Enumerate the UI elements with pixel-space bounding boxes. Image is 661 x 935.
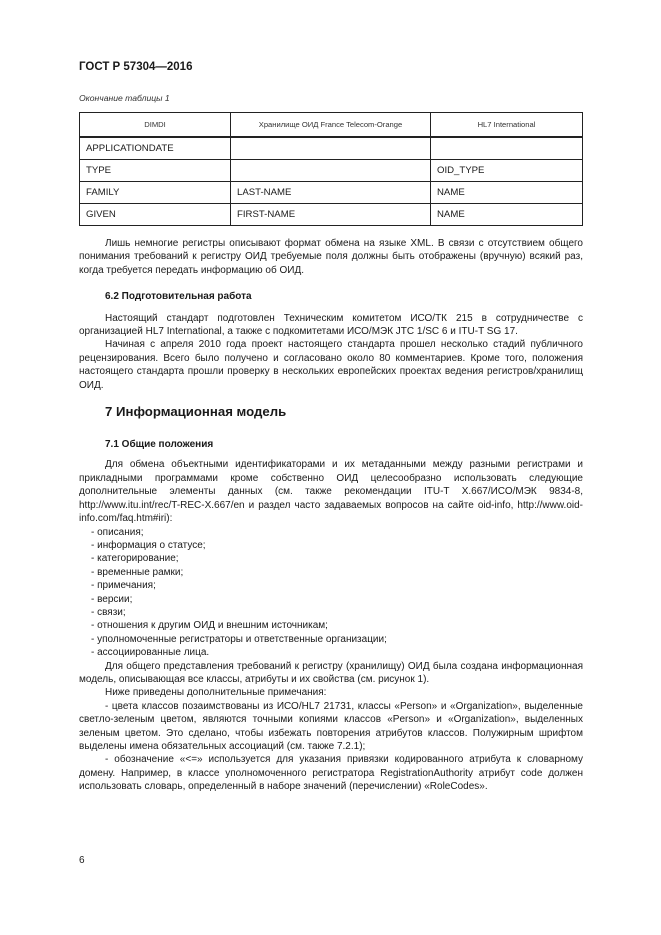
table-cell: NAME	[431, 204, 583, 226]
paragraph: - обозначение «<=» используется для указания привязки кодированного атрибута к словарному домену. Например, в классе уполномоченного регистратора RegistrationAuthority атрибут code должен использовать словарь, определенный в наборе значений (перечислении) «RoleCodes».	[79, 754, 583, 793]
paragraph: Лишь немногие регистры описывают формат обмена на языке XML. В связи с отсутствием общего понимания требований к регистру ОИД требуемые поля должны быть отображены (вручную) всякий раз, когда требуется передать информацию об ОИД.	[79, 238, 583, 276]
list-item: - уполномоченные регистраторы и ответственные организации;	[91, 633, 387, 645]
table-cell	[231, 160, 431, 182]
table-cell: FIRST-NAME	[231, 204, 431, 226]
table-cell: OID_TYPE	[431, 160, 583, 182]
list-item: - версии;	[91, 593, 133, 605]
list-item: - ассоциированные лица.	[91, 647, 210, 659]
list-item: - связи;	[91, 606, 126, 618]
list-item: - информация о статусе;	[91, 539, 206, 551]
table-cell: TYPE	[80, 160, 231, 182]
page-number: 6	[79, 854, 85, 866]
list-item: - отношения к другим ОИД и внешним источникам;	[91, 620, 328, 632]
data-elements-list	[79, 526, 583, 660]
table-row	[80, 137, 583, 160]
list-item: - временные рамки;	[91, 566, 184, 578]
table-cell	[431, 137, 583, 160]
body-text	[79, 237, 583, 867]
table-row	[80, 204, 583, 226]
column-header: DIMDI	[80, 113, 231, 138]
table-cell	[231, 137, 431, 160]
table-row	[80, 182, 583, 204]
table-caption: Окончание таблицы 1	[79, 93, 170, 103]
paragraph: Для обмена объектными идентификаторами и их метаданными между разными регистрами и прикладными программами кроме собственно ОИД целесообразно использовать следующие дополнительные элементы данных (см. также рекомендации ITU-T X.667/ИСО/МЭК 9834-8, http://www.itu.int/rec/T-REC-X.667/en и раздел часто задаваемых вопросов на сайте oid-info, http://www.oid-info.com/faq.htm#iri):	[79, 459, 583, 525]
list-item: - категорирование;	[91, 553, 179, 565]
table-cell: NAME	[431, 182, 583, 204]
paragraph: Ниже приведены дополнительные примечания:	[105, 687, 327, 699]
oid-field-mapping-table	[79, 112, 583, 226]
table-cell: FAMILY	[80, 182, 231, 204]
section-6-2-heading: 6.2 Подготовительная работа	[105, 291, 252, 303]
document-id-header: ГОСТ Р 57304—2016	[79, 61, 193, 73]
paragraph: Начиная с апреля 2010 года проект настоящего стандарта прошел несколько стадий публичного рецензирования. Всего было получено и согласовано около 80 комментариев. Кроме того, положения настоящего стандарта прошли проверку в нескольких европейских проектах ведения регистров/хранилищ ОИД.	[79, 339, 583, 391]
section-7-heading: 7 Информационная модель	[105, 404, 287, 420]
paragraph: - цвета классов позаимствованы из ИСО/HL7 21731, классы «Person» и «Organization», выделенные светло-зеленым цветом, являются точными копиями классов «Person» и «Organization», выделенных зеленым цветом. Это сделано, чтобы избежать повторения атрибутов классов. Полужирным шрифтом выделены имена обязательных ассоциаций (см. также 7.2.1);	[79, 700, 583, 752]
table-cell: GIVEN	[80, 204, 231, 226]
section-7-1-heading: 7.1 Общие положения	[105, 439, 214, 451]
table-cell: LAST-NAME	[231, 182, 431, 204]
table-cell: APPLICATIONDATE	[80, 137, 231, 160]
table-row	[80, 160, 583, 182]
list-item: - примечания;	[91, 580, 156, 592]
column-header: Хранилище ОИД France Telecom-Orange	[231, 113, 431, 138]
list-item: - описания;	[91, 526, 144, 538]
paragraph: Для общего представления требований к регистру (хранилищу) ОИД была создана информационная модель, описывающая все классы, атрибуты и их свойства (см. рисунок 1).	[79, 660, 583, 685]
column-header: HL7 International	[431, 113, 583, 138]
paragraph: Настоящий стандарт подготовлен Техническим комитетом ИСО/ТК 215 в сотрудничестве с организацией HL7 International, а также с подкомитетами ИСО/МЭК JTC 1/SC 6 и ITU-T SG 17.	[79, 312, 583, 338]
